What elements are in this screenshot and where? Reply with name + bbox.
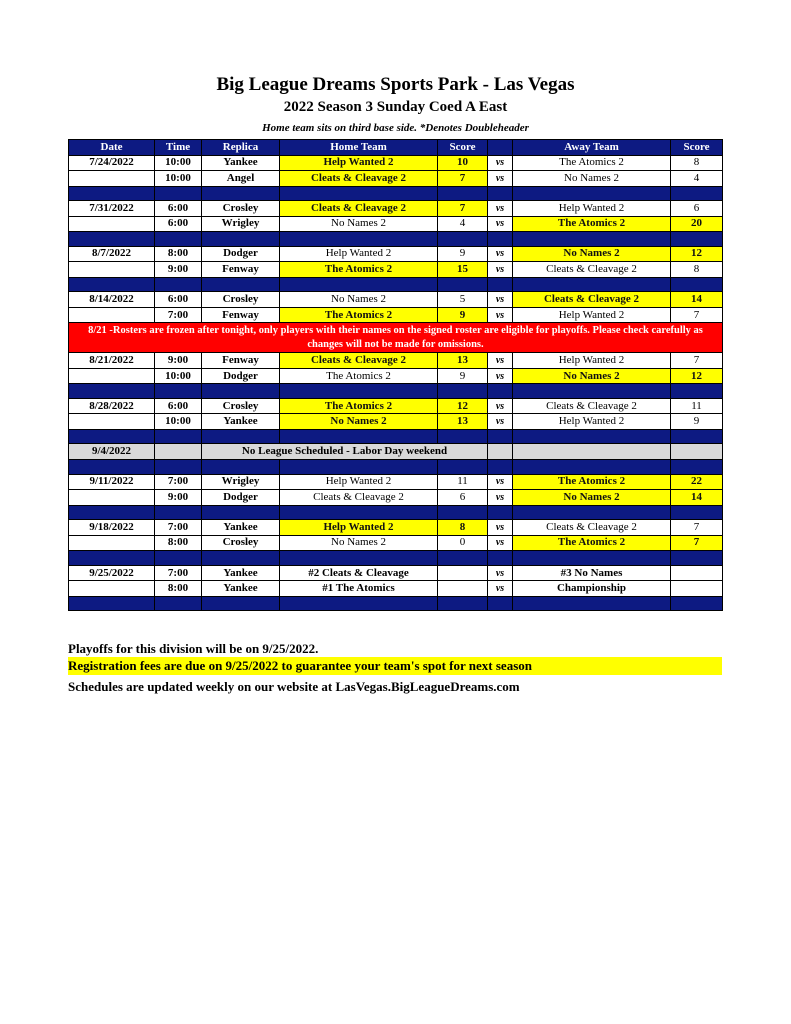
separator-cell — [438, 596, 488, 611]
game-date: 7/31/2022 — [69, 201, 155, 217]
game-date — [69, 216, 155, 232]
separator-cell — [671, 429, 723, 444]
column-header: Home Team — [280, 140, 438, 156]
away-team: Help Wanted 2 — [513, 307, 671, 323]
playoffs-note: Playoffs for this division will be on 9/25/2022. — [68, 641, 319, 656]
home-score: 0 — [438, 535, 488, 551]
game-time: 7:00 — [155, 520, 202, 536]
versus: vs — [488, 490, 513, 506]
separator-cell — [671, 505, 723, 520]
separator-cell — [513, 232, 671, 247]
game-time: 7:00 — [155, 565, 202, 581]
game-time: 10:00 — [155, 171, 202, 187]
separator-cell — [69, 551, 155, 566]
game-row — [69, 216, 723, 232]
home-score: 5 — [438, 292, 488, 308]
separator-cell — [280, 277, 438, 292]
home-team: #1 The Atomics — [280, 581, 438, 597]
versus: vs — [488, 474, 513, 490]
separator-row — [69, 459, 723, 474]
game-time: 8:00 — [155, 581, 202, 597]
home-score: 13 — [438, 414, 488, 430]
separator-cell — [155, 384, 202, 399]
replica-field: Angel — [202, 171, 280, 187]
separator-row — [69, 384, 723, 399]
away-team: Help Wanted 2 — [513, 353, 671, 369]
game-row — [69, 246, 723, 262]
away-score: 7 — [671, 307, 723, 323]
away-score: 14 — [671, 292, 723, 308]
versus: vs — [488, 307, 513, 323]
home-team: Help Wanted 2 — [280, 155, 438, 171]
home-score: 7 — [438, 171, 488, 187]
schedule-table — [68, 139, 723, 611]
away-score: 4 — [671, 171, 723, 187]
versus: vs — [488, 171, 513, 187]
away-score: 12 — [671, 368, 723, 384]
separator-cell — [488, 232, 513, 247]
game-time: 7:00 — [155, 474, 202, 490]
home-score: 6 — [438, 490, 488, 506]
separator-cell — [202, 232, 280, 247]
separator-cell — [280, 505, 438, 520]
replica-field: Wrigley — [202, 216, 280, 232]
separator-cell — [155, 596, 202, 611]
away-score: 22 — [671, 474, 723, 490]
home-team: No Names 2 — [280, 414, 438, 430]
away-team: No Names 2 — [513, 246, 671, 262]
away-team: The Atomics 2 — [513, 535, 671, 551]
separator-row — [69, 232, 723, 247]
away-score: 7 — [671, 353, 723, 369]
game-row — [69, 368, 723, 384]
game-time: 6:00 — [155, 201, 202, 217]
game-date — [69, 171, 155, 187]
separator-cell — [488, 277, 513, 292]
separator-cell — [438, 505, 488, 520]
separator-cell — [155, 551, 202, 566]
versus: vs — [488, 262, 513, 278]
column-header: Time — [155, 140, 202, 156]
game-row — [69, 565, 723, 581]
replica-field: Dodger — [202, 246, 280, 262]
separator-cell — [280, 596, 438, 611]
separator-cell — [280, 551, 438, 566]
registration-note: Registration fees are due on 9/25/2022 to guarantee your team's spot for next season — [68, 657, 722, 675]
separator-cell — [438, 551, 488, 566]
separator-cell — [438, 232, 488, 247]
game-time: 10:00 — [155, 368, 202, 384]
away-team: No Names 2 — [513, 490, 671, 506]
game-date: 9/18/2022 — [69, 520, 155, 536]
separator-cell — [488, 384, 513, 399]
game-row — [69, 155, 723, 171]
separator-cell — [202, 429, 280, 444]
away-score — [671, 565, 723, 581]
separator-cell — [671, 277, 723, 292]
game-date — [69, 535, 155, 551]
separator-cell — [513, 596, 671, 611]
column-header — [488, 140, 513, 156]
separator-cell — [69, 186, 155, 201]
page-subtitle: 2022 Season 3 Sunday Coed A East — [283, 99, 508, 115]
away-score — [671, 581, 723, 597]
away-team: No Names 2 — [513, 171, 671, 187]
game-row — [69, 474, 723, 490]
away-team: Cleats & Cleavage 2 — [513, 398, 671, 414]
versus: vs — [488, 398, 513, 414]
game-date — [69, 581, 155, 597]
away-score: 8 — [671, 262, 723, 278]
game-date — [69, 490, 155, 506]
versus: vs — [488, 292, 513, 308]
home-team: Cleats & Cleavage 2 — [280, 490, 438, 506]
home-score: 9 — [438, 368, 488, 384]
game-time: 9:00 — [155, 353, 202, 369]
away-team: The Atomics 2 — [513, 474, 671, 490]
separator-row — [69, 505, 723, 520]
away-team: Help Wanted 2 — [513, 201, 671, 217]
separator-cell — [671, 232, 723, 247]
game-date: 9/11/2022 — [69, 474, 155, 490]
game-row — [69, 353, 723, 369]
game-time: 7:00 — [155, 307, 202, 323]
away-score: 20 — [671, 216, 723, 232]
separator-row — [69, 551, 723, 566]
separator-row — [69, 596, 723, 611]
away-score: 7 — [671, 520, 723, 536]
versus: vs — [488, 155, 513, 171]
game-row — [69, 520, 723, 536]
game-date — [69, 262, 155, 278]
header-row — [69, 140, 723, 156]
game-date: 7/24/2022 — [69, 155, 155, 171]
game-time: 9:00 — [155, 262, 202, 278]
replica-field: Fenway — [202, 353, 280, 369]
page-title: Big League Dreams Sports Park - Las Vegas — [216, 74, 575, 95]
website-note: Schedules are updated weekly on our website at LasVegas.BigLeagueDreams.com — [68, 679, 520, 694]
replica-field: Yankee — [202, 414, 280, 430]
column-header: Date — [69, 140, 155, 156]
game-row — [69, 262, 723, 278]
versus: vs — [488, 535, 513, 551]
home-score: 4 — [438, 216, 488, 232]
away-score: 9 — [671, 414, 723, 430]
home-score: 15 — [438, 262, 488, 278]
game-date: 9/25/2022 — [69, 565, 155, 581]
versus: vs — [488, 565, 513, 581]
separator-cell — [155, 186, 202, 201]
game-date — [69, 368, 155, 384]
separator-cell — [69, 596, 155, 611]
separator-cell — [671, 384, 723, 399]
home-score: 13 — [438, 353, 488, 369]
separator-cell — [513, 429, 671, 444]
game-time: 10:00 — [155, 414, 202, 430]
away-score: 6 — [671, 201, 723, 217]
home-score — [438, 565, 488, 581]
separator-cell — [513, 277, 671, 292]
game-date — [69, 414, 155, 430]
home-score — [438, 581, 488, 597]
separator-row — [69, 186, 723, 201]
away-team: Cleats & Cleavage 2 — [513, 520, 671, 536]
game-row — [69, 171, 723, 187]
replica-field: Yankee — [202, 581, 280, 597]
game-date: 8/7/2022 — [69, 246, 155, 262]
replica-field: Dodger — [202, 490, 280, 506]
separator-cell — [438, 277, 488, 292]
game-date — [69, 307, 155, 323]
home-team: No Names 2 — [280, 535, 438, 551]
game-row — [69, 201, 723, 217]
game-time: 8:00 — [155, 535, 202, 551]
separator-cell — [202, 277, 280, 292]
versus: vs — [488, 246, 513, 262]
game-date: 8/21/2022 — [69, 353, 155, 369]
separator-cell — [280, 429, 438, 444]
replica-field: Crosley — [202, 292, 280, 308]
home-team: No Names 2 — [280, 216, 438, 232]
home-score: 8 — [438, 520, 488, 536]
versus: vs — [488, 581, 513, 597]
replica-field: Yankee — [202, 565, 280, 581]
home-team: Help Wanted 2 — [280, 246, 438, 262]
versus: vs — [488, 216, 513, 232]
home-score: 7 — [438, 201, 488, 217]
game-row — [69, 581, 723, 597]
game-row — [69, 535, 723, 551]
away-team: Cleats & Cleavage 2 — [513, 262, 671, 278]
separator-row — [69, 277, 723, 292]
away-team: Help Wanted 2 — [513, 414, 671, 430]
game-time: 6:00 — [155, 398, 202, 414]
replica-field: Crosley — [202, 535, 280, 551]
separator-cell — [488, 596, 513, 611]
separator-cell — [438, 429, 488, 444]
away-score: 8 — [671, 155, 723, 171]
separator-cell — [438, 384, 488, 399]
schedule-note: Home team sits on third base side. *Denotes Doubleheader — [262, 122, 529, 134]
replica-field: Yankee — [202, 155, 280, 171]
separator-cell — [69, 505, 155, 520]
away-team: The Atomics 2 — [513, 155, 671, 171]
home-score: 9 — [438, 246, 488, 262]
separator-cell — [488, 429, 513, 444]
roster-notice: 8/21 -Rosters are frozen after tonight, only players with their names on the signed roster are eligible for playoffs. Please check carefully as changes will not be made for omissions. — [69, 323, 723, 353]
separator-cell — [280, 186, 438, 201]
home-score: 11 — [438, 474, 488, 490]
away-team: The Atomics 2 — [513, 216, 671, 232]
game-time: 6:00 — [155, 216, 202, 232]
separator-cell — [513, 384, 671, 399]
home-team: Cleats & Cleavage 2 — [280, 201, 438, 217]
home-team: Help Wanted 2 — [280, 474, 438, 490]
column-header: Score — [438, 140, 488, 156]
game-row — [69, 490, 723, 506]
away-score: 11 — [671, 398, 723, 414]
separator-cell — [155, 232, 202, 247]
away-score: 12 — [671, 246, 723, 262]
empty-cell — [155, 444, 202, 460]
game-row — [69, 414, 723, 430]
home-team: Help Wanted 2 — [280, 520, 438, 536]
separator-cell — [488, 459, 513, 474]
empty-cell — [513, 444, 671, 460]
versus: vs — [488, 368, 513, 384]
separator-cell — [202, 596, 280, 611]
game-time: 8:00 — [155, 246, 202, 262]
separator-cell — [488, 186, 513, 201]
empty-cell — [671, 444, 723, 460]
replica-field: Fenway — [202, 262, 280, 278]
replica-field: Wrigley — [202, 474, 280, 490]
game-date: 9/4/2022 — [69, 444, 155, 460]
separator-row — [69, 429, 723, 444]
home-team: No Names 2 — [280, 292, 438, 308]
game-time: 10:00 — [155, 155, 202, 171]
versus: vs — [488, 414, 513, 430]
roster-notice-row — [69, 323, 723, 353]
game-time: 6:00 — [155, 292, 202, 308]
separator-cell — [202, 505, 280, 520]
replica-field: Yankee — [202, 520, 280, 536]
separator-cell — [488, 551, 513, 566]
separator-cell — [69, 459, 155, 474]
separator-cell — [671, 459, 723, 474]
separator-cell — [513, 186, 671, 201]
home-team: The Atomics 2 — [280, 398, 438, 414]
separator-cell — [671, 186, 723, 201]
home-team: The Atomics 2 — [280, 368, 438, 384]
separator-cell — [69, 429, 155, 444]
column-header: Score — [671, 140, 723, 156]
replica-field: Crosley — [202, 398, 280, 414]
game-row — [69, 307, 723, 323]
replica-field: Dodger — [202, 368, 280, 384]
separator-cell — [202, 186, 280, 201]
separator-cell — [280, 459, 438, 474]
home-score: 10 — [438, 155, 488, 171]
separator-cell — [513, 551, 671, 566]
no-games-row — [69, 444, 723, 460]
away-team: Cleats & Cleavage 2 — [513, 292, 671, 308]
separator-cell — [155, 429, 202, 444]
game-date: 8/28/2022 — [69, 398, 155, 414]
game-date: 8/14/2022 — [69, 292, 155, 308]
game-row — [69, 292, 723, 308]
separator-cell — [438, 186, 488, 201]
separator-cell — [671, 551, 723, 566]
home-team: Cleats & Cleavage 2 — [280, 171, 438, 187]
separator-cell — [69, 232, 155, 247]
separator-cell — [488, 505, 513, 520]
separator-cell — [155, 277, 202, 292]
separator-cell — [671, 596, 723, 611]
separator-cell — [202, 551, 280, 566]
away-score: 14 — [671, 490, 723, 506]
separator-cell — [155, 459, 202, 474]
separator-cell — [280, 232, 438, 247]
game-row — [69, 398, 723, 414]
separator-cell — [513, 505, 671, 520]
replica-field: Fenway — [202, 307, 280, 323]
separator-cell — [280, 384, 438, 399]
separator-cell — [69, 277, 155, 292]
separator-cell — [513, 459, 671, 474]
separator-cell — [438, 459, 488, 474]
home-score: 9 — [438, 307, 488, 323]
home-score: 12 — [438, 398, 488, 414]
versus: vs — [488, 353, 513, 369]
away-team: Championship — [513, 581, 671, 597]
home-team: Cleats & Cleavage 2 — [280, 353, 438, 369]
home-team: #2 Cleats & Cleavage — [280, 565, 438, 581]
away-team: #3 No Names — [513, 565, 671, 581]
separator-cell — [202, 384, 280, 399]
away-team: No Names 2 — [513, 368, 671, 384]
empty-cell — [488, 444, 513, 460]
away-score: 7 — [671, 535, 723, 551]
home-team: The Atomics 2 — [280, 307, 438, 323]
replica-field: Crosley — [202, 201, 280, 217]
column-header: Away Team — [513, 140, 671, 156]
separator-cell — [155, 505, 202, 520]
home-team: The Atomics 2 — [280, 262, 438, 278]
separator-cell — [69, 384, 155, 399]
game-time: 9:00 — [155, 490, 202, 506]
versus: vs — [488, 201, 513, 217]
separator-cell — [202, 459, 280, 474]
no-games-message: No League Scheduled - Labor Day weekend — [202, 444, 488, 460]
versus: vs — [488, 520, 513, 536]
column-header: Replica — [202, 140, 280, 156]
